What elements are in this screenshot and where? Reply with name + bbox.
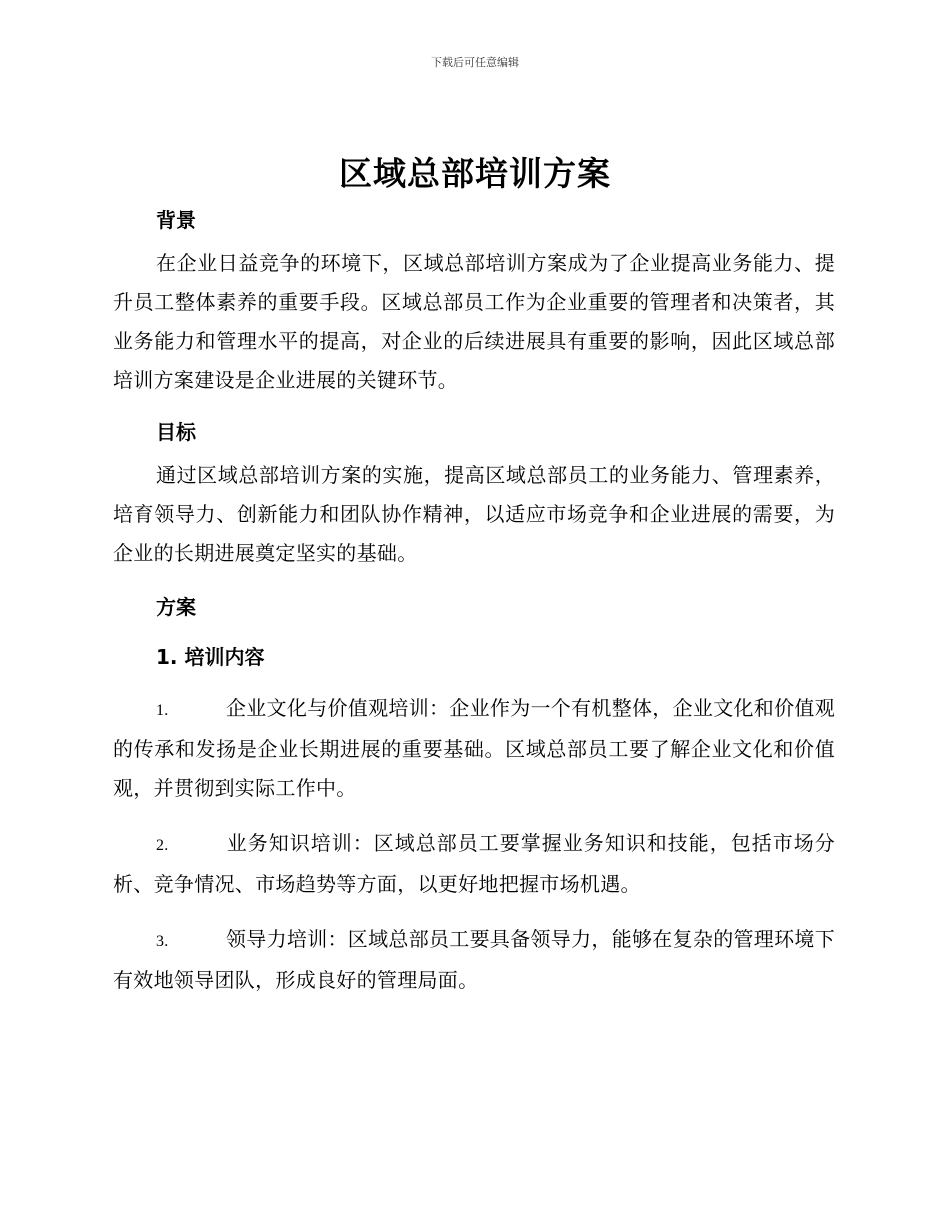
- paragraph-background: 在企业日益竞争的环境下，区域总部培训方案成为了企业提高业务能力、提升员工整体素养的重要手段。区域总部员工作为企业重要的管理者和决策者，其业务能力和管理水平的提高，对企业的后续进展具有重要的影响，因此区域总部培训方案建设是企业进展的关键环节。: [113, 251, 835, 392]
- section-heading-plan: 方案: [156, 595, 196, 619]
- section-heading-background: 背景: [156, 208, 196, 232]
- document-body: [113, 204, 835, 1000]
- list-number: 3.: [156, 933, 169, 950]
- page-title: 区域总部培训方案: [339, 154, 611, 193]
- list-item-text: 业务知识培训：区域总部员工要掌握业务知识和技能，包括市场分析、竞争情况、市场趋势等方面，以更好地把握市场机遇。: [113, 831, 835, 896]
- header-note: 下载后可任意编辑: [431, 56, 519, 69]
- list-item-text: 领导力培训：区域总部员工要具备领导力，能够在复杂的管理环境下有效地领导团队，形成良好的管理局面。: [113, 927, 835, 992]
- list-item: [113, 824, 835, 904]
- list-item: [113, 920, 835, 1000]
- list-number: 2.: [156, 837, 169, 854]
- list-item-text: 企业文化与价值观培训：企业作为一个有机整体，企业文化和价值观的传承和发扬是企业长期进展的重要基础。区域总部员工要了解企业文化和价值观，并贯彻到实际工作中。: [113, 696, 835, 800]
- list-number: 1.: [156, 702, 169, 719]
- paragraph-goal: 通过区域总部培训方案的实施，提高区域总部员工的业务能力、管理素养，培育领导力、创新能力和团队协作精神，以适应市场竞争和企业进展的需要，为企业的长期进展奠定坚实的基础。: [113, 463, 835, 565]
- list-item: [113, 689, 835, 808]
- section-heading-goal: 目标: [156, 420, 196, 444]
- subsection-heading-training-content: 1. 培训内容: [156, 645, 265, 669]
